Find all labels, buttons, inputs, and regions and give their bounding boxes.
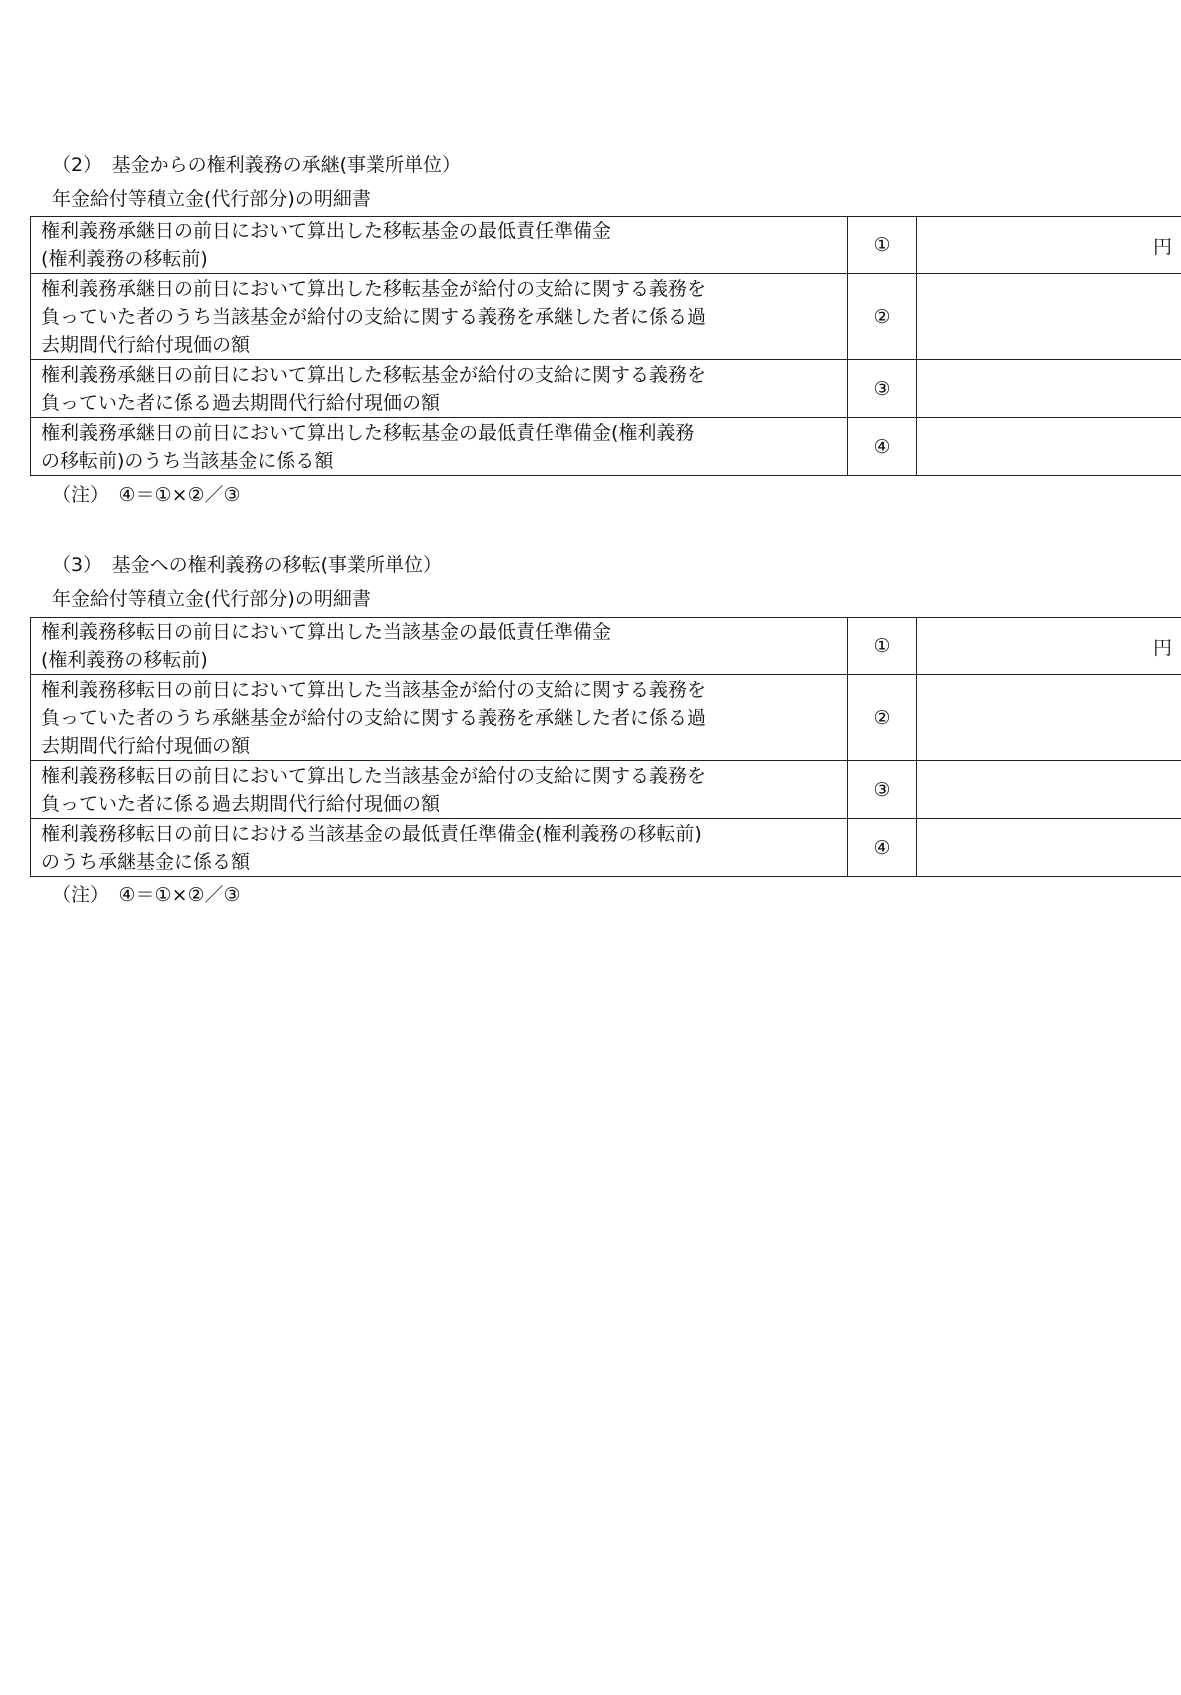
amount-cell[interactable]: 円 [917,618,1181,675]
amount-cell[interactable] [917,819,1181,877]
section-transfer [30,550,1172,910]
row-description [31,819,848,877]
table-row [31,418,1181,476]
description-line: 負っていた者のうち承継基金が給付の支給に関する義務を承継した者に係る過 [41,706,707,729]
amount-cell[interactable]: 円 [917,217,1181,274]
section-subheading: 年金給付等積立金(代行部分)の明細書 [52,188,371,210]
amount-cell[interactable] [917,274,1181,360]
row-number: ① [848,217,917,274]
section-inheritance [30,150,1172,510]
description-line: 権利義務承継日の前日において算出した移転基金が給付の支給に関する義務を [41,277,707,300]
description-line: 権利義務移転日の前日において算出した当該基金が給付の支給に関する義務を [41,678,707,701]
description-line: 去期間代行給付現価の額 [41,333,251,356]
table-row [31,274,1181,360]
description-line: 負っていた者に係る過去期間代行給付現価の額 [41,792,441,815]
amount-cell[interactable] [917,675,1181,761]
detail-table [30,216,1181,476]
description-line: 去期間代行給付現価の額 [41,734,251,757]
row-description [31,360,848,418]
section-heading: （2） 基金からの権利義務の承継(事業所単位） [52,154,462,176]
row-description [31,618,848,675]
amount-cell[interactable] [917,418,1181,476]
section-subheading: 年金給付等積立金(代行部分)の明細書 [52,588,371,610]
description-line: 権利義務移転日の前日における当該基金の最低責任準備金(権利義務の移転前) [41,822,702,845]
table-row [31,819,1181,877]
description-line: 権利義務承継日の前日において算出した移転基金の最低責任準備金 [41,220,612,242]
description-line: 権利義務承継日の前日において算出した移転基金が給付の支給に関する義務を [41,363,707,386]
row-description [31,418,848,476]
description-line: (権利義務の移転前) [41,649,208,671]
row-number: ③ [848,761,917,819]
table-row [31,675,1181,761]
row-number: ④ [848,418,917,476]
detail-table [30,617,1181,877]
section-heading: （3） 基金への権利義務の移転(事業所単位） [52,554,443,576]
row-number: ③ [848,360,917,418]
row-number: ② [848,274,917,360]
description-line: 権利義務移転日の前日において算出した当該基金が給付の支給に関する義務を [41,764,707,787]
description-line: 権利義務承継日の前日において算出した移転基金の最低責任準備金(権利義務 [41,421,695,444]
table-row [31,360,1181,418]
table-row [31,761,1181,819]
row-description [31,675,848,761]
table-row [31,217,1181,274]
row-description [31,761,848,819]
amount-cell[interactable] [917,360,1181,418]
description-line: 負っていた者に係る過去期間代行給付現価の額 [41,391,441,414]
description-line: 権利義務移転日の前日において算出した当該基金の最低責任準備金 [41,621,612,643]
formula-note: （注） ④＝①×②／③ [52,884,241,906]
row-description [31,274,848,360]
description-line: (権利義務の移転前) [41,248,208,270]
description-line: の移転前)のうち当該基金に係る額 [41,449,334,472]
description-line: のうち承継基金に係る額 [41,850,251,873]
formula-note: （注） ④＝①×②／③ [52,484,241,506]
row-number: ① [848,618,917,675]
row-number: ② [848,675,917,761]
row-description [31,217,848,274]
row-number: ④ [848,819,917,877]
description-line: 負っていた者のうち当該基金が給付の支給に関する義務を承継した者に係る過 [41,305,707,328]
table-row [31,618,1181,675]
amount-cell[interactable] [917,761,1181,819]
